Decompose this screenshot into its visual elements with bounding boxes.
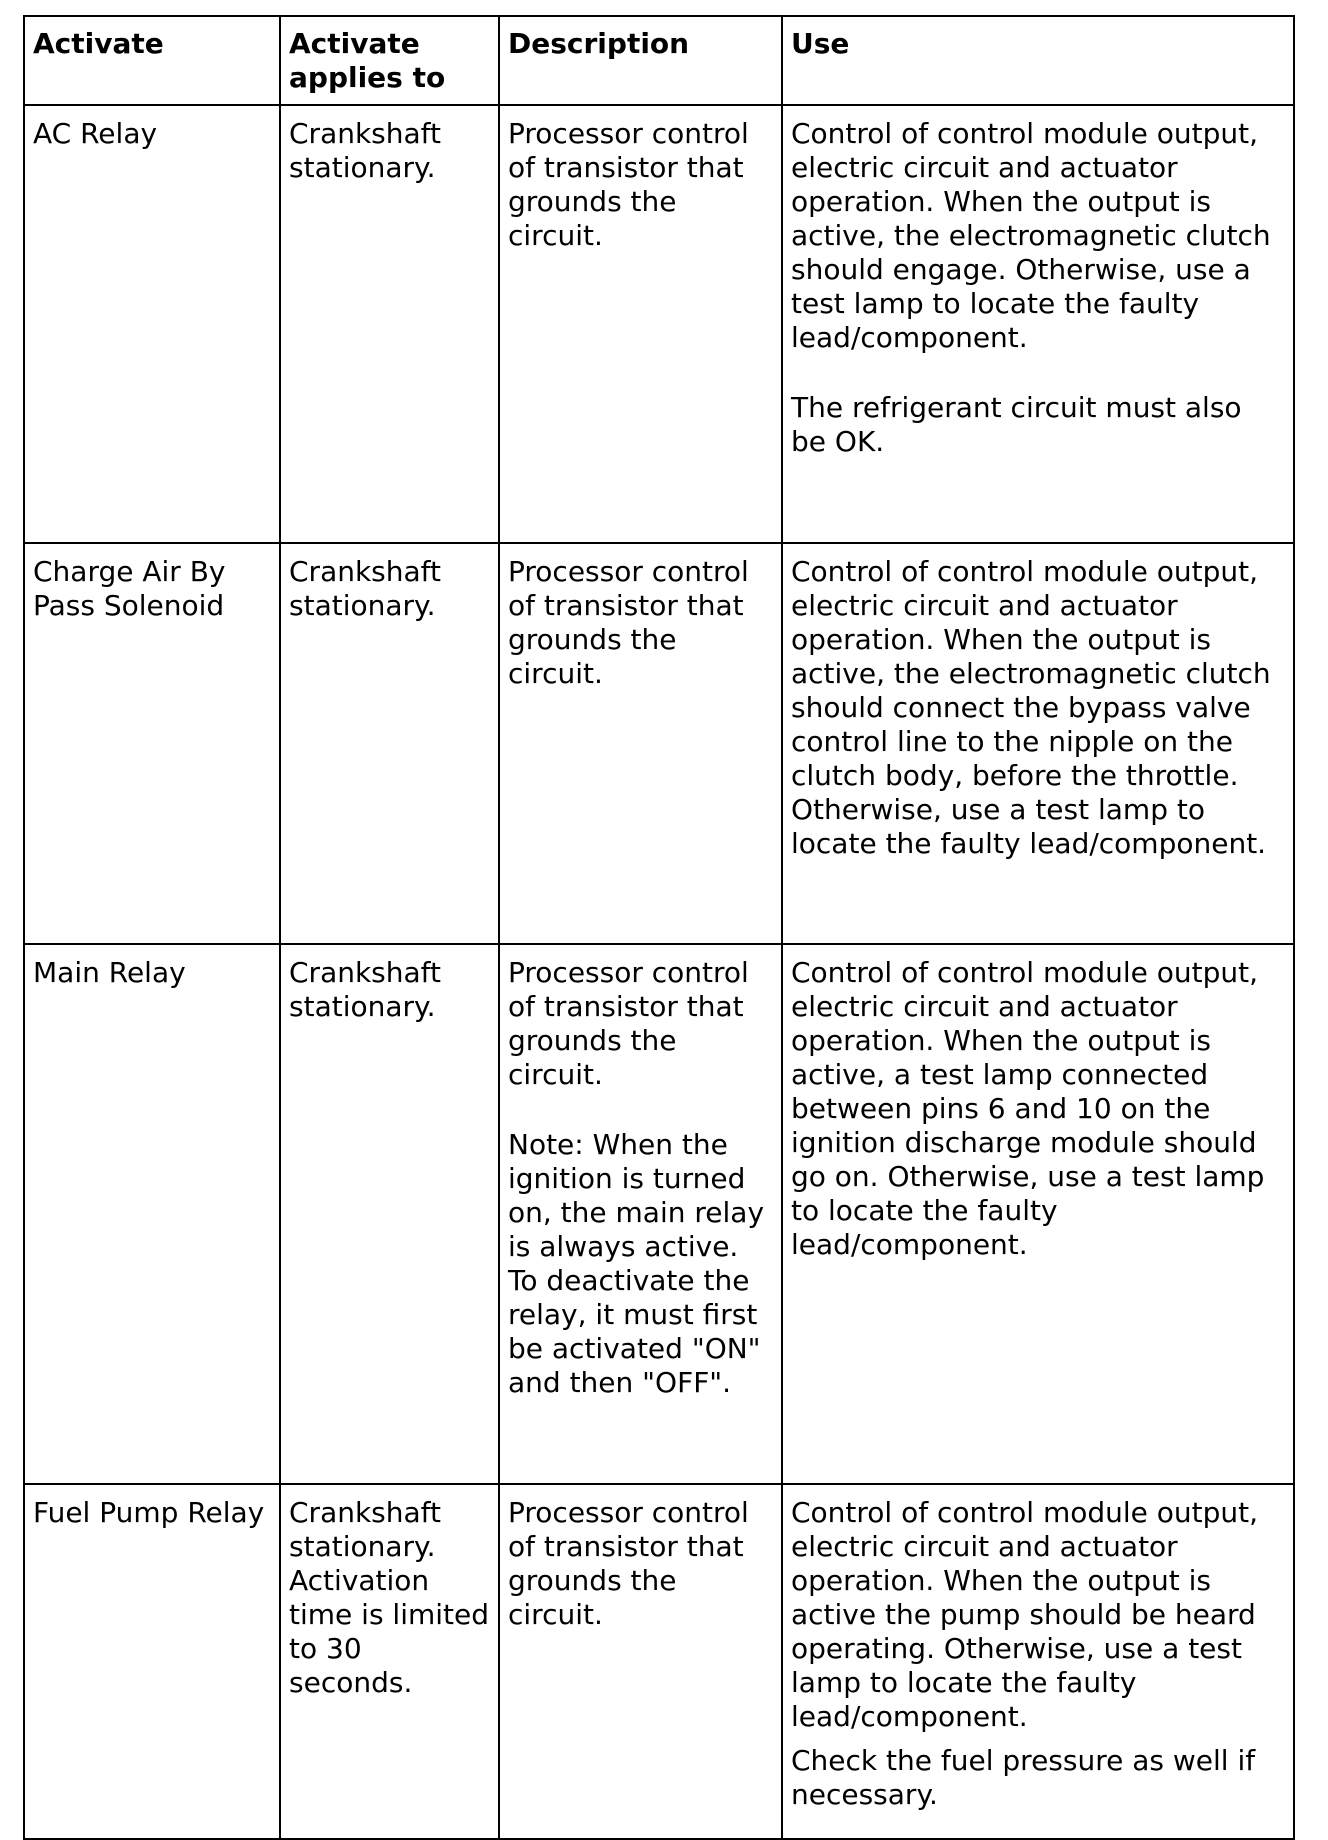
header-description: Description — [499, 16, 782, 105]
use-text: Control of control module output, electric circuit and actuator operation. When the output is active, the electromagnetic clutch should connect the bypass valve control line to the nipple on the clutch body, before the throttle. Otherwise, use a test lamp to locate the faulty lead/component. — [791, 555, 1271, 860]
cell-use — [782, 1484, 1294, 1839]
cell-activate: Main Relay — [24, 944, 280, 1484]
header-use: Use — [782, 16, 1294, 105]
cell-activate: AC Relay — [24, 105, 280, 543]
cell-description — [499, 105, 782, 543]
cell-applies-to: Crankshaft stationary. — [280, 105, 499, 543]
table-row — [24, 1484, 1294, 1839]
cell-use — [782, 944, 1294, 1484]
cell-activate: Charge Air By Pass Solenoid — [24, 543, 280, 944]
table-row — [24, 105, 1294, 543]
description-note: Note: When the ignition is turned on, the main relay is always active. To deactivate the relay, it must first be activated "ON" and then "OFF". — [508, 1128, 765, 1399]
cell-description — [499, 1484, 782, 1839]
cell-use — [782, 105, 1294, 543]
use-text: Control of control module output, electric circuit and actuator operation. When the output is active, a test lamp connected between pins 6 and 10 on the ignition discharge module should go on. Otherwise, use a test lamp to locate the faulty lead/component. — [791, 956, 1265, 1261]
cell-applies-to: Crankshaft stationary. — [280, 944, 499, 1484]
table-row — [24, 543, 1294, 944]
use-note: The refrigerant circuit must also be OK. — [791, 391, 1242, 458]
description-text: Processor control of transistor that grounds the circuit. — [508, 1496, 749, 1631]
table-row — [24, 944, 1294, 1484]
description-text: Processor control of transistor that grounds the circuit. — [508, 956, 749, 1091]
use-note: Check the fuel pressure as well if necessary. — [791, 1744, 1256, 1811]
use-text: Control of control module output, electric circuit and actuator operation. When the output is active, the electromagnetic clutch should engage. Otherwise, use a test lamp to locate the faulty lead/component. — [791, 117, 1271, 354]
cell-applies-to: Crankshaft stationary. Activation time is limited to 30 seconds. — [280, 1484, 499, 1839]
activation-table — [23, 15, 1295, 1840]
cell-activate: Fuel Pump Relay — [24, 1484, 280, 1839]
header-row — [24, 16, 1294, 105]
use-text: Control of control module output, electric circuit and actuator operation. When the output is active the pump should be heard operating. Otherwise, use a test lamp to locate the faulty lead/component. — [791, 1496, 1259, 1733]
cell-use — [782, 543, 1294, 944]
header-activate: Activate — [24, 16, 280, 105]
header-applies-to: Activate applies to — [280, 16, 499, 105]
cell-description — [499, 944, 782, 1484]
cell-description — [499, 543, 782, 944]
description-text: Processor control of transistor that grounds the circuit. — [508, 555, 749, 690]
description-text: Processor control of transistor that grounds the circuit. — [508, 117, 749, 252]
cell-applies-to: Crankshaft stationary. — [280, 543, 499, 944]
